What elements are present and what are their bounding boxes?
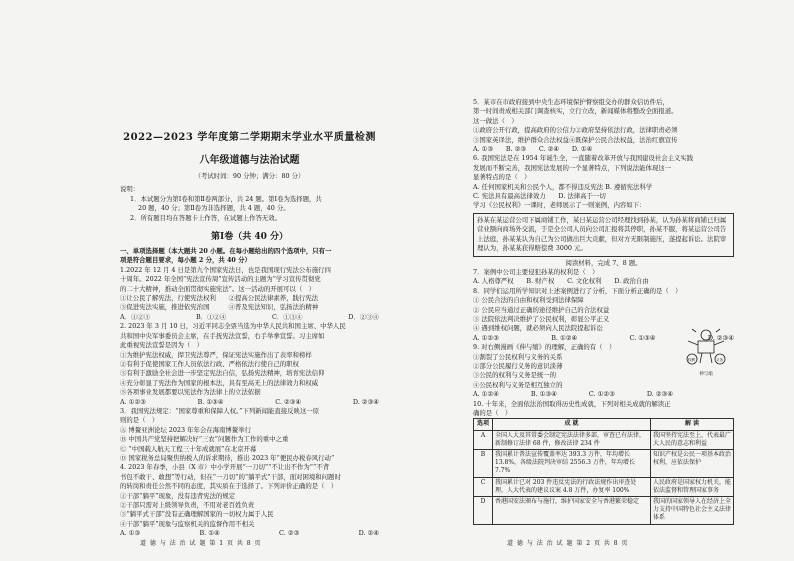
- question-2: [120, 322, 379, 407]
- q-line: Ⓑ 中国共产党坚持把解决好“三农”问题作为工作的重中之重: [120, 435, 289, 444]
- q-line: 书包不敢干、敢想”等行动，但在“一刀切”的“躺平式”干部，面对困境和问题时: [120, 472, 341, 481]
- answer-options: [120, 398, 379, 407]
- option: A. ①②③: [473, 333, 499, 342]
- table-row: [474, 497, 734, 525]
- option: C．①③④: [272, 312, 303, 321]
- table-cell: A: [474, 430, 493, 449]
- table-header: 解 读: [651, 419, 734, 430]
- option: A. ①②③: [120, 397, 146, 406]
- q-line: ①干部“躺平”现象，没有违背宪法的规定: [120, 491, 236, 500]
- option: C. ①③④: [629, 333, 656, 342]
- answer-options: [120, 313, 379, 322]
- note-line: 20 题，40 分；第Ⅱ卷为非选择题，共 4 题，40 分。: [138, 204, 290, 213]
- option: B. ①③④: [530, 390, 557, 399]
- table-row: [474, 430, 734, 449]
- table-cell: 知识产权是公民一项基本政治权利，应依法保护: [651, 450, 734, 478]
- note-line: 2．所有题目均在答题卡上作答，在试题上作答无效。: [130, 213, 282, 222]
- q-line: C. 宪法具有最高法律效力 D. 法律高于一切: [473, 192, 606, 201]
- q-line: 的二十大精神，推动全面贯彻实施宪法”。这一活动的开展可以（ ）: [120, 284, 315, 293]
- q-line: ① 公民合法的自由和权利受到法律保障: [473, 296, 584, 305]
- q-line: Ⓓ 国家税务总局聚焦纳税人的诉求期待，推出 2023 年“便民办税春风行动”: [120, 453, 335, 462]
- question-7: [473, 268, 734, 287]
- option: D. ②④: [358, 529, 379, 538]
- q-line: ④充分彰显了宪法作为国家的根本法，具有至高无上的法律效力和权威: [120, 378, 319, 387]
- question-10: [473, 400, 734, 419]
- table-cell: 我国坚持宪法至上，代表最广大人民的意志和利益: [651, 430, 734, 449]
- q-line: 2. 2023 年 3 月 10 日，习近平同志全票当选为中华人民共和国主席、中华人民: [120, 322, 346, 331]
- option: A. ①②④: [473, 390, 499, 399]
- q-line: 4. 2023 年春季，小县（X 市）中小学开展“一刀切”“不让出不作为”“不背: [120, 463, 330, 472]
- option: C. ②③: [279, 529, 300, 538]
- q-line: ②有利于促使国家工作人员依法行政、严格依法行使自己的职权: [120, 359, 299, 368]
- table-cell: 我国累计已对 203 件违反宪法的行政法规作出审查处理，人大代表的建议议案 4.8 万件，办复率 100%: [493, 477, 651, 496]
- achievement-table: [473, 418, 734, 524]
- option: B. ①③④: [197, 397, 224, 406]
- table-cell: 我国的国家领导人在经济上全力支持中国特色社会主义法律体系: [651, 497, 734, 525]
- question-3: [120, 407, 379, 463]
- q-line: ①为维护宪法权威，捍卫宪法尊严，保证宪法实施作出了表率和榜样: [120, 350, 312, 359]
- cartoon-caption: 伸与缩: [699, 372, 713, 377]
- cartoon-figure: [682, 327, 730, 375]
- exam-title: 2022—2023 学年度第二学期期末学业水平质量检测: [123, 132, 376, 143]
- q-line: 9. 对右侧漫画《伸与缩》的理解，正确的有（ ）: [473, 343, 616, 352]
- question-6: [473, 154, 734, 210]
- q-line: 5．某市在市政府接到中央生态环境保护督察组交办的群众信访件后，: [473, 98, 669, 106]
- q-line: A. 任何国家机关和公民个人，都不得违反宪法 B. 遵循宪法科学: [473, 182, 653, 191]
- q-line: 7．案例中公司主要侵犯孙某的权利是（ ）: [473, 267, 599, 276]
- notes-label: 说明：: [120, 185, 140, 194]
- q-line: ②部分公民履行义务的意识淡薄: [473, 361, 563, 370]
- table-cell: C: [474, 477, 493, 496]
- q-line: 1.2022 年 12 月 4 日是第九个国家宪法日，也是我国现行宪法公布施行四: [120, 265, 331, 274]
- q-line: 的转岗和责任公然不同的态度，其实质在于选择了。下列评价正确的是（ ）: [120, 482, 338, 491]
- exam-subtitle: 八年级道德与法治试题: [199, 155, 300, 166]
- q-line: ③ 法院依法判决维护了公民权利，彰显公平正义: [473, 314, 610, 323]
- option: D. ②③④: [707, 333, 734, 342]
- q-line: 学习《公民权利》一课时，老师展示了一则案例，内容如下：: [473, 201, 646, 210]
- table-cell: 全国人大及其常委会制定宪法法律多部，审查已有法律，新制修订法律 68 件，修改法律 234 件: [493, 430, 651, 449]
- option: B．①②④: [195, 312, 227, 321]
- question-4: [120, 463, 379, 538]
- table-cell: 人民政府是国家权力机关，能依法监督和管理国家事务: [651, 477, 734, 496]
- question-9: [473, 343, 673, 399]
- q-line: ①让公民了解宪法，行使宪法权利 ②提高公民法律素养，践行宪法: [120, 294, 319, 303]
- q-line: 8．同学们运用所学知识对上述案例进行了分析，下面分析正确的是（ ）: [473, 286, 682, 295]
- q-line: A. 人格尊严权 B. 财产权 C. 文化权利 D. 政治自由: [473, 277, 649, 286]
- q-line: ④公民权利与义务是相互独立的: [473, 380, 563, 389]
- table-row: [474, 477, 734, 496]
- table-row: [474, 450, 734, 478]
- q-line: 则的是（ ）: [120, 416, 159, 425]
- option: B. ①②④: [551, 333, 578, 342]
- table-cell: 我国累计普法宣传覆盖率达 393.3 万件，年均增长 13.8%，各级法院判决审结 2556.3 万件，年均增长 7.7%: [493, 450, 651, 478]
- option: D. ②③④: [352, 397, 379, 406]
- q-line: ③国家英译法，维护群众合法权益④既保护公民合法权益，法治红旗宣传: [473, 135, 678, 144]
- q-line: ①割裂了公民权利与义务的关系: [473, 352, 563, 361]
- note-line: 1．本试题分为第Ⅰ卷和第Ⅱ卷两部分，共 24 题。第Ⅰ卷为选择题，共: [130, 194, 322, 203]
- q-line: 10. 十年来，全面依法治国取得历史性成就，下列对相关成就的解读正: [473, 399, 671, 408]
- q-line: ③“躺平式干部”没有正确理解国家的一切权力属于人民: [120, 510, 274, 519]
- q-line: 第一时间责成相关部门调查核实，立行立改，新闻媒体将整改全面报道。: [473, 107, 678, 116]
- q-line: Ⓐ 博鳌亚洲论坛 2023 年年会在海南博鳌举行: [120, 425, 251, 434]
- q-line: 显著特点的是（ ）: [473, 173, 531, 182]
- q-line: ③促进宪法实施，推进依宪治国 ④普及宪法知识，弘扬法治精神: [120, 303, 319, 312]
- option: D. ②③④: [646, 390, 673, 399]
- cartoon-label: 权利: [688, 358, 695, 362]
- q-line: 此重视宪法宣誓是因为（ ）: [120, 341, 204, 350]
- q-line: ②干部只需对上级领导负责，不用对老百姓负责: [120, 501, 255, 509]
- q-line: 发展而不断完善，我国宪法发展的一个显著特点，下列说法能体现这一: [473, 163, 672, 172]
- table-cell: D: [474, 497, 493, 525]
- question-1: [120, 266, 379, 322]
- page-footer: 道 德 与 法 治 试 题 第 2 页 共 8 页: [507, 540, 629, 547]
- page-footer: 道 德 与 法 治 试 题 第 1 页 共 8 页: [140, 540, 262, 547]
- q-line: 6. 我国宪法是在 1954 年诞生全，一直随着改革开放与我国建设社会主义实践: [473, 154, 694, 163]
- option: A. ①③: [120, 529, 141, 538]
- question-5: [473, 98, 734, 154]
- q-line: ①政府公开行政，提高政府的公信力②政府坚持依法行政，法律职责必须: [473, 126, 678, 135]
- q-line: ④干部“躺平”现象与监察机关的监督作用不相关: [120, 519, 255, 528]
- option: D．②③④: [348, 312, 379, 321]
- q-line: A. ①③ B. ②③ C. ②④ D. ①④: [473, 145, 593, 154]
- q-line: 3．我国宪法规定：“国家尊重和保障人权。”下列新闻能直接反映这一原: [120, 406, 320, 415]
- q-line: ④ 遇到维权问题，就必须向人民法院提起诉讼: [473, 324, 603, 333]
- option: C. ①②③: [588, 390, 615, 399]
- table-header: 选项: [474, 419, 493, 430]
- table-header: 成 就: [493, 419, 651, 430]
- table-header-row: [474, 419, 734, 430]
- part-heading: 一、单项选择题（本大题共 20 小题。在每小题给出的四个选项中，只有一: [120, 247, 332, 256]
- q-line: 共和国中央军事委员会主席，在手抚宪法宣誓，右手举拳宣誓。习主席如: [120, 331, 325, 340]
- q-line: ③有利于激励全社会进一步坚定宪法自信，弘扬宪法精神，培育宪法信仰: [120, 369, 325, 378]
- option: C. ②③④: [275, 397, 302, 406]
- answer-options: [473, 390, 673, 399]
- section-title: 第Ⅰ卷（共 40 分）: [210, 232, 288, 243]
- reading-instruction: 阅读材料，完成 7、8 题。: [565, 258, 642, 267]
- q-line: 确的是（ ）: [473, 409, 512, 417]
- page-right: [397, 0, 794, 561]
- table-cell: 香港国安法颁布与施行，维护国家安全与香港繁荣稳定: [493, 497, 651, 525]
- option: A．①②③: [120, 312, 151, 321]
- q-line: Ⓒ “中国载人航天工程三十年成就展”在北京开幕: [120, 444, 257, 453]
- q-line: ③公民的权利与义务是统一的: [473, 371, 557, 380]
- cartoon-label: 义务: [716, 358, 723, 362]
- case-box: 孙某在某运营公司下属商铺工作，某日某运营公司经理找到孙某，认为孙某将商铺已归属营业额向商场外交流，于是全公司人员向公司汇报将其停职，孙某不服，将某运营公司告上法庭，孙某某认为自己为公司做出巨大贡献，但对方无限制施压，遂提起诉讼。法院审理认为，孙某某获得赔偿费 3000 元。: [473, 213, 734, 257]
- q-line: 十周年。2022 年全国“宪法宣传周”宣传活动的主题为“学习宣传贯彻党: [120, 275, 321, 284]
- q-line: ② 公民应当通过正确的途径维护自己的合法权益: [473, 305, 610, 314]
- option: B. ①④: [199, 529, 220, 538]
- q-line: 这一做法（ ）: [473, 116, 518, 125]
- q-line: ⑤各项事业发展都要以宪法作为法律上的立法依据: [120, 388, 261, 397]
- exam-info: （考试时间：90 分钟；满分：80 分）: [194, 172, 305, 180]
- cartoon-illustration: [682, 327, 730, 367]
- table-cell: B: [474, 450, 493, 478]
- part-heading: 项是符合题目要求，每小题 2 分，共 40 分）: [120, 256, 251, 265]
